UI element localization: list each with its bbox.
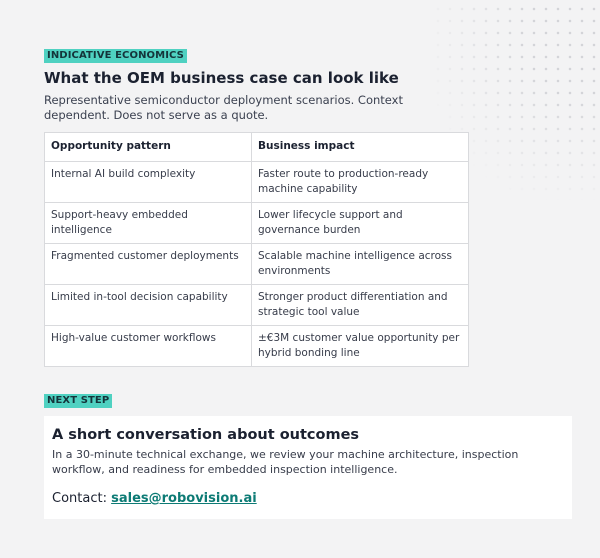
section-subtitle: Representative semiconductor deployment scenarios. Context dependent. Does not serve as a quote. [44,93,403,122]
section-title: What the OEM business case can look like [44,69,399,87]
table-row [45,244,469,285]
column-header: Opportunity pattern [45,133,252,162]
opportunity-cell: High-value customer workflows [45,326,252,367]
table-row [45,285,469,326]
section-tag: INDICATIVE ECONOMICS [44,49,187,63]
card-title: A short conversation about outcomes [52,427,360,443]
opportunity-cell: Internal AI build complexity [45,162,252,203]
outcomes-card [44,416,572,519]
column-header: Business impact [252,133,469,162]
impact-cell: Stronger product differentiation and strategic tool value [252,285,469,326]
table-row [45,203,469,244]
table-row [45,162,469,203]
opportunity-cell: Limited in-tool decision capability [45,285,252,326]
card-body: In a 30-minute technical exchange, we review your machine architecture, inspection workflow, and readiness for embedded inspection intelligence. [52,448,519,476]
impact-cell: ±€3M customer value opportunity per hybrid bonding line [252,326,469,367]
contact-label: Contact: [52,491,107,506]
opportunity-cell: Support-heavy embedded intelligence [45,203,252,244]
table-row [45,326,469,367]
contact-line [52,491,564,507]
table-header-row [45,133,469,162]
impact-cell: Scalable machine intelligence across environments [252,244,469,285]
contact-email-link[interactable]: sales@robovision.ai [111,491,257,506]
next-step-section [44,388,572,519]
impact-cell: Lower lifecycle support and governance burden [252,203,469,244]
indicative-economics-section [44,43,468,367]
impact-cell: Faster route to production-ready machine capability [252,162,469,203]
opportunity-cell: Fragmented customer deployments [45,244,252,285]
economics-table [44,132,469,367]
section-tag: NEXT STEP [44,394,112,408]
